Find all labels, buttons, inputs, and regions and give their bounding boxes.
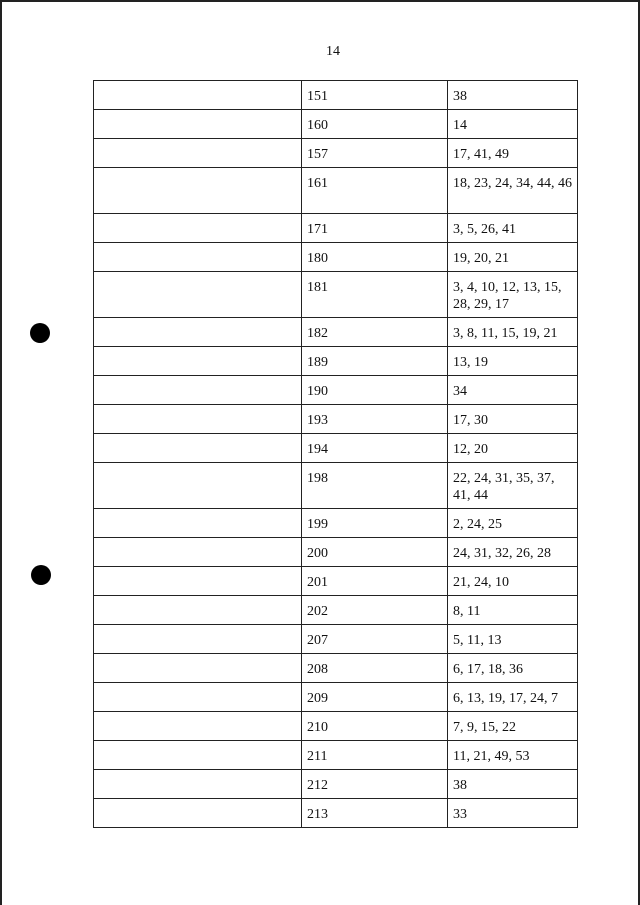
empty-cell xyxy=(94,625,302,654)
table-row xyxy=(94,538,578,567)
empty-cell xyxy=(94,463,302,509)
empty-cell xyxy=(94,434,302,463)
empty-cell xyxy=(94,139,302,168)
id-cell: 207 xyxy=(302,625,448,654)
refs-cell: 7, 9, 15, 22 xyxy=(448,712,578,741)
refs-cell: 38 xyxy=(448,81,578,110)
empty-cell xyxy=(94,799,302,828)
id-cell: 180 xyxy=(302,243,448,272)
id-cell: 212 xyxy=(302,770,448,799)
empty-cell xyxy=(94,596,302,625)
page-border-top xyxy=(0,0,640,2)
id-cell: 209 xyxy=(302,683,448,712)
id-cell: 202 xyxy=(302,596,448,625)
id-cell: 160 xyxy=(302,110,448,139)
refs-cell: 3, 5, 26, 41 xyxy=(448,214,578,243)
id-cell: 199 xyxy=(302,509,448,538)
id-cell: 198 xyxy=(302,463,448,509)
refs-cell: 14 xyxy=(448,110,578,139)
empty-cell xyxy=(94,567,302,596)
table-row xyxy=(94,434,578,463)
empty-cell xyxy=(94,272,302,318)
table-row xyxy=(94,463,578,509)
id-cell: 181 xyxy=(302,272,448,318)
id-cell: 213 xyxy=(302,799,448,828)
table-row xyxy=(94,770,578,799)
table-row xyxy=(94,712,578,741)
empty-cell xyxy=(94,168,302,214)
empty-cell xyxy=(94,81,302,110)
refs-cell: 34 xyxy=(448,376,578,405)
id-cell: 211 xyxy=(302,741,448,770)
refs-cell: 13, 19 xyxy=(448,347,578,376)
refs-cell: 18, 23, 24, 34, 44, 46 xyxy=(448,168,578,214)
refs-cell: 21, 24, 10 xyxy=(448,567,578,596)
table-row xyxy=(94,139,578,168)
id-cell: 171 xyxy=(302,214,448,243)
refs-cell: 3, 4, 10, 12, 13, 15, 28, 29, 17 xyxy=(448,272,578,318)
refs-cell: 2, 24, 25 xyxy=(448,509,578,538)
empty-cell xyxy=(94,654,302,683)
empty-cell xyxy=(94,770,302,799)
empty-cell xyxy=(94,243,302,272)
id-cell: 194 xyxy=(302,434,448,463)
id-cell: 210 xyxy=(302,712,448,741)
refs-cell: 22, 24, 31, 35, 37, 41, 44 xyxy=(448,463,578,509)
refs-cell: 11, 21, 49, 53 xyxy=(448,741,578,770)
refs-cell: 5, 11, 13 xyxy=(448,625,578,654)
table-row xyxy=(94,509,578,538)
id-cell: 157 xyxy=(302,139,448,168)
empty-cell xyxy=(94,741,302,770)
table-row xyxy=(94,654,578,683)
refs-cell: 33 xyxy=(448,799,578,828)
id-cell: 193 xyxy=(302,405,448,434)
table-row xyxy=(94,318,578,347)
table-row xyxy=(94,243,578,272)
refs-cell: 6, 17, 18, 36 xyxy=(448,654,578,683)
table-row xyxy=(94,214,578,243)
table-row xyxy=(94,347,578,376)
table-row xyxy=(94,683,578,712)
refs-cell: 17, 30 xyxy=(448,405,578,434)
table-row xyxy=(94,596,578,625)
table-row xyxy=(94,376,578,405)
id-cell: 201 xyxy=(302,567,448,596)
id-cell: 151 xyxy=(302,81,448,110)
punch-hole xyxy=(31,565,51,585)
refs-cell: 12, 20 xyxy=(448,434,578,463)
refs-cell: 24, 31, 32, 26, 28 xyxy=(448,538,578,567)
empty-cell xyxy=(94,538,302,567)
empty-cell xyxy=(94,214,302,243)
refs-cell: 3, 8, 11, 15, 19, 21 xyxy=(448,318,578,347)
id-cell: 182 xyxy=(302,318,448,347)
reference-table xyxy=(93,80,578,828)
id-cell: 189 xyxy=(302,347,448,376)
page-border-left xyxy=(0,0,2,905)
refs-cell: 38 xyxy=(448,770,578,799)
empty-cell xyxy=(94,376,302,405)
refs-cell: 6, 13, 19, 17, 24, 7 xyxy=(448,683,578,712)
refs-cell: 17, 41, 49 xyxy=(448,139,578,168)
empty-cell xyxy=(94,405,302,434)
empty-cell xyxy=(94,318,302,347)
table-row xyxy=(94,799,578,828)
punch-hole xyxy=(30,323,50,343)
table-row xyxy=(94,168,578,214)
empty-cell xyxy=(94,347,302,376)
table-row xyxy=(94,272,578,318)
empty-cell xyxy=(94,110,302,139)
id-cell: 208 xyxy=(302,654,448,683)
page-number: 14 xyxy=(326,44,340,59)
empty-cell xyxy=(94,509,302,538)
table-row xyxy=(94,405,578,434)
refs-cell: 8, 11 xyxy=(448,596,578,625)
table-row xyxy=(94,567,578,596)
id-cell: 190 xyxy=(302,376,448,405)
table-row xyxy=(94,110,578,139)
table-body xyxy=(94,81,578,828)
id-cell: 161 xyxy=(302,168,448,214)
table-row xyxy=(94,81,578,110)
id-cell: 200 xyxy=(302,538,448,567)
empty-cell xyxy=(94,683,302,712)
refs-cell: 19, 20, 21 xyxy=(448,243,578,272)
table-row xyxy=(94,741,578,770)
empty-cell xyxy=(94,712,302,741)
table-row xyxy=(94,625,578,654)
